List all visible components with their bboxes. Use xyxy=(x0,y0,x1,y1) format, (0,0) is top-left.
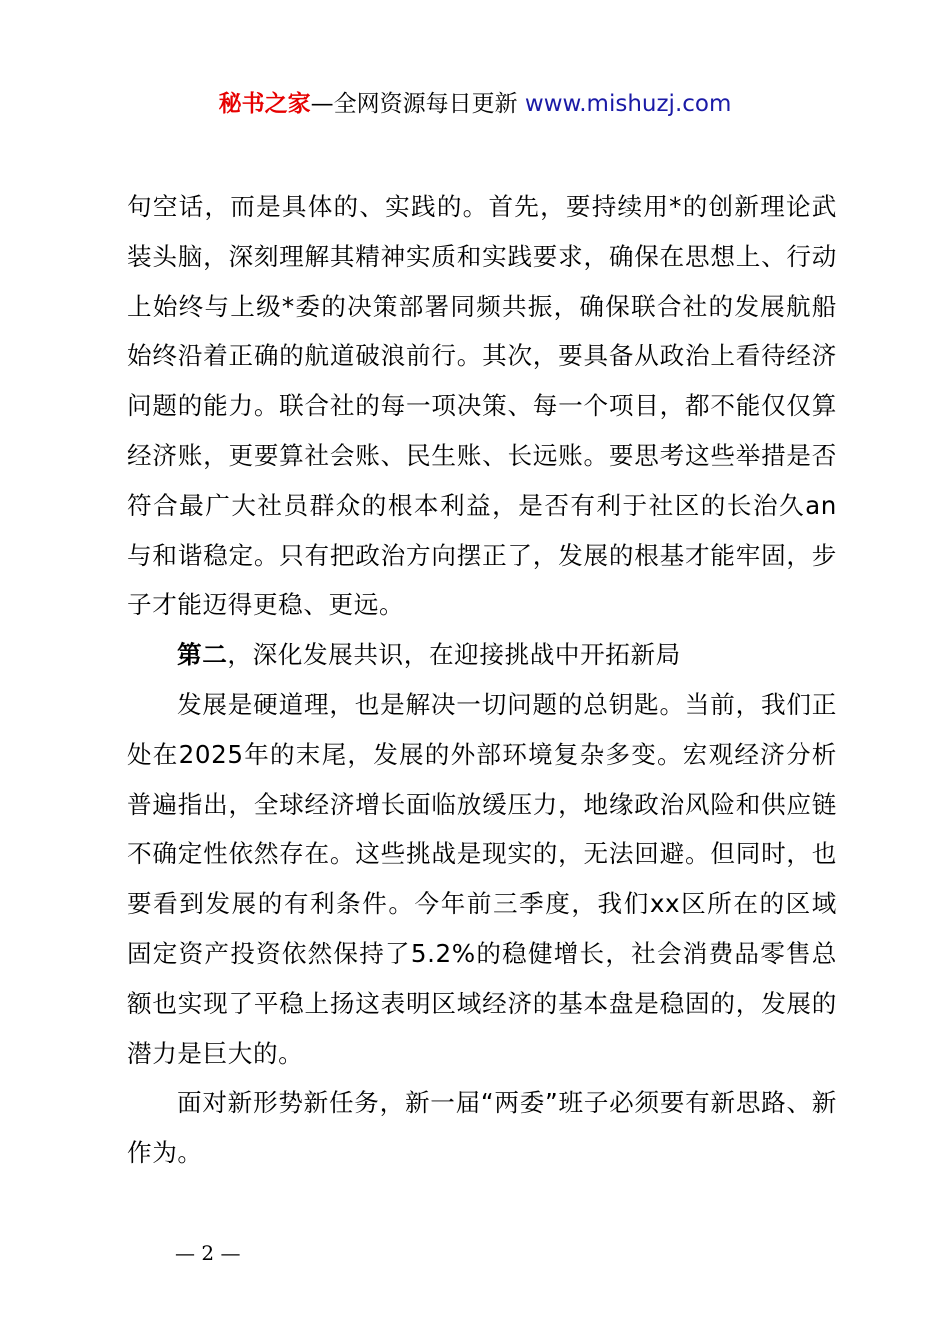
site-header xyxy=(0,86,950,122)
paragraph-development: 发展是硬道理，也是解决一切问题的总钥匙。当前，我们正处在2025年的末尾，发展的外部环境复杂多变。宏观经济分析普遍指出，全球经济增长面临放缓压力，地缘政治风险和供应链不确定性依然存在。这些挑战是现实的，无法回避。但同时，也要看到发展的有利条件。今年前三季度，我们xx区所在的区域固定资产投资依然保持了5.2%的稳健增长，社会消费品零售总额也实现了平稳上扬这表明区域经济的基本盘是稳固的，发展的潜力是巨大的。 xyxy=(127,689,837,1068)
section-heading xyxy=(127,630,837,680)
paragraph-continued: 句空话，而是具体的、实践的。首先，要持续用*的创新理论武装头脑，深刻理解其精神实质和实践要求，确保在思想上、行动上始终与上级*委的决策部署同频共振，确保联合社的发展航船始终沿着正确的航道破浪前行。其次，要具备从政治上看待经济问题的能力。联合社的每一项决策、每一个项目，都不能仅仅算经济账，更要算社会账、民生账、长远账。要思考这些举措是否符合最广大社员群众的根本利益，是否有利于社区的长治久an与和谐稳定。只有把政治方向摆正了，发展的根基才能牢固，步子才能迈得更稳、更远。 xyxy=(127,192,837,620)
paragraph-new-tasks: 面对新形势新任务，新一届“两委”班子必须要有新思路、新作为。 xyxy=(127,1088,837,1168)
site-brand: 秘书之家 xyxy=(218,91,311,117)
site-tagline: —全网资源每日更新 xyxy=(310,91,525,117)
section-heading-lead: 第二 xyxy=(177,640,228,670)
document-body xyxy=(127,182,837,1178)
page-number: — 2 — xyxy=(175,1241,241,1265)
site-url-link[interactable]: www.mishuzj.com xyxy=(524,91,732,117)
section-heading-text: ，深化发展共识，在迎接挑战中开拓新局 xyxy=(227,640,681,670)
